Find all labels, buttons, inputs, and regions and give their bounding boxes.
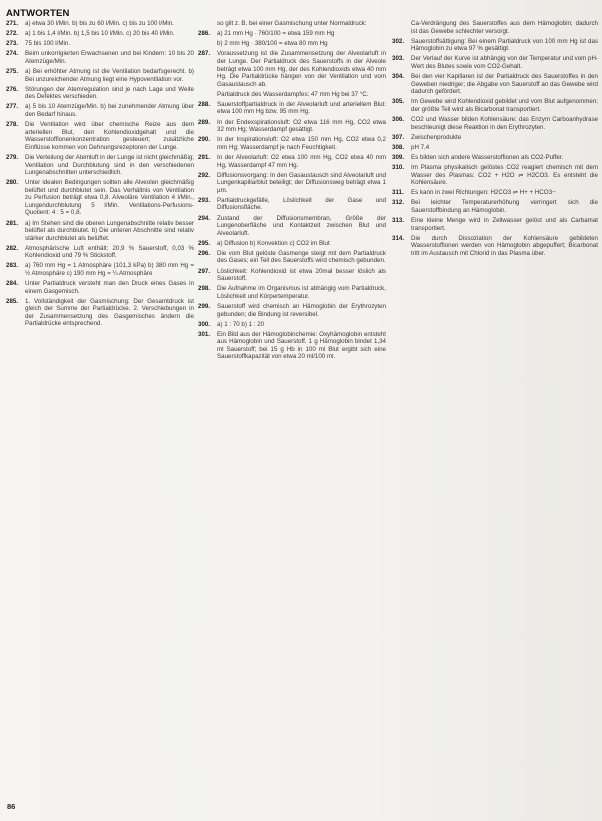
- answer-number: [198, 91, 217, 99]
- answer-text: Die durch Dissoziation der Kohlensäure gebildeten Wasserstoffionen werden von Hämoglobin abgepuffert; Bicarbonat tritt im Austausch mit Chlorid in das Plasma über.: [411, 234, 598, 257]
- answer-text: a) 21 mm Hg · 760/100 = etwa 159 mm Hg: [217, 30, 335, 38]
- answer-text: a) etwa 30 l/Min. b) bis zu 60 l/Min. c) bis zu 100 l/Min.: [25, 20, 174, 27]
- answer-entry: [198, 268, 386, 283]
- answer-text: Zustand der Diffusionsmembran, Größe der Lungenoberfläche und Kontaktzeit zwischen Blut und Alveolarluft.: [217, 214, 386, 237]
- answer-number: 282.: [6, 244, 19, 252]
- answer-text: Im Plasma physikalisch gelöstes CO2 reagiert chemisch mit dem Wasser des Plasmas: CO2 + H2O ⇌ H2CO3. Es entsteht die Kohlensäure.: [411, 164, 598, 187]
- answer-entry: [392, 98, 598, 113]
- answer-entry: [392, 38, 598, 53]
- text-column-2: [198, 20, 386, 364]
- answer-text: Die Verteilung der Atemluft in der Lunge ist nicht gleichmäßig; Ventilation und Durchblutung sind in den verschiedenen Lungenabschnitten unterschiedlich.: [25, 153, 194, 177]
- answer-number: 313.: [392, 217, 405, 225]
- answer-number: 278.: [6, 121, 19, 129]
- answer-number: [392, 20, 411, 35]
- text-column-3: [392, 20, 598, 260]
- answer-entry: [198, 119, 386, 134]
- answer-number: 286.: [198, 30, 211, 38]
- answer-number: [198, 40, 217, 48]
- answer-number: 276.: [6, 85, 19, 93]
- answer-text: a) Bei erhöhter Atmung ist die Ventilation bedarfsgerecht. b) Bei unzureichender Atmung liegt eine Hypoventilation vor.: [25, 68, 194, 83]
- answer-text: Der Verlauf der Kurve ist abhängig von der Temperatur und vom pH-Wert des Blutes sowie vom CO2-Gehalt.: [411, 55, 598, 70]
- answer-number: 275.: [6, 68, 19, 76]
- answer-number: 287.: [198, 50, 211, 58]
- answer-number: 305.: [392, 98, 405, 106]
- answer-text: Bei leichter Temperaturerhöhung verringert sich die Sauerstoffbindung an Hämoglobin.: [411, 199, 598, 215]
- answer-entry: [198, 215, 386, 238]
- answer-text: Es bilden sich andere Wasserstoffionen als CO2-Puffer.: [411, 153, 564, 161]
- answer-number: 288.: [198, 100, 211, 108]
- answer-number: [198, 20, 217, 28]
- answer-text: b) 2 mm Hg · 380/100 = etwa 80 mm Hg: [217, 40, 328, 48]
- answer-text: Unter Partialdruck versteht man den Druck eines Gases in einem Gasgemisch.: [25, 280, 194, 295]
- answer-text: a) 1 bis 1,4 l/Min. b) 1,5 bis 10 l/Min. c) 20 bis 40 l/Min.: [25, 30, 175, 38]
- answer-entry: [198, 154, 386, 169]
- answer-number: 308.: [392, 143, 405, 151]
- answer-number: 291.: [198, 153, 211, 161]
- answer-entry: [6, 30, 194, 38]
- answer-entry: [6, 68, 194, 83]
- answer-text: Sauerstoffpartialdruck in der Alveolarluft und arteriellem Blut: etwa 100 mm Hg bzw. 95 mm Hg.: [217, 100, 386, 116]
- answer-text: Löslichkeit: Kohlendioxid ist etwa 20mal besser löslich als Sauerstoff.: [217, 267, 386, 283]
- answer-number: 274.: [6, 50, 19, 58]
- answer-number: 296.: [198, 249, 211, 257]
- answer-entry: [198, 50, 386, 88]
- answer-entry: [392, 199, 598, 214]
- answer-text: Die Aufnahme im Organismus ist abhängig vom Partialdruck, Löslichkeit und Körpertemperatur.: [217, 285, 386, 300]
- answer-text: Eine kleine Menge wird in Zellwasser gelöst und als Carbamat transportiert.: [411, 217, 598, 232]
- answer-text: a) Im Stehen sind die oberen Lungenabschnitte relativ besser belüftet als durchblutet. b) Die unteren Abschnitte sind relativ stärker durchblutet als belüftet.: [25, 219, 194, 242]
- answer-entry: [392, 235, 598, 258]
- answer-number: 290.: [198, 136, 211, 144]
- answer-number: 293.: [198, 196, 211, 204]
- answer-text: 75 bis 100 l/Min.: [25, 40, 71, 48]
- answer-text: Unter idealen Bedingungen sollten alle Alveolen gleichmäßig belüftet und durchblutet sein. Das Verhältnis von Ventilation zu Perfusion beträgt etwa 0,8. Alveoläre Ventilation 4 l/Min., Lungendurchblutung 5 l/Min. Ventilations-Perfusions-Quotient: 4 : 5 = 0,8.: [25, 179, 194, 217]
- answer-number: 297.: [198, 267, 211, 275]
- answer-entry: [6, 121, 194, 151]
- answer-number: 298.: [198, 285, 211, 293]
- answer-entry: [6, 280, 194, 295]
- answer-number: 271.: [6, 20, 19, 27]
- answer-number: 294.: [198, 214, 211, 222]
- answer-text: In der Alveolarluft: O2 etwa 100 mm Hg, CO2 etwa 40 mm Hg, Wasserdampf 47 mm Hg.: [217, 153, 386, 169]
- answer-text: Diffusionsvorgang: In den Gasaustausch sind Alveolarluft und Lungenkapillarblut beteiligt; der Diffusionsweg beträgt etwa 1 µm.: [217, 171, 386, 194]
- answer-number: 277.: [6, 103, 19, 111]
- answer-entry: [392, 189, 598, 197]
- answer-number: 279.: [6, 153, 19, 161]
- answer-number: 299.: [198, 303, 211, 310]
- answer-text: In der Inspirationsluft: O2 etwa 150 mm Hg, CO2 etwa 0,2 mm Hg; Wasserdampf je nach Feuchtigkeit.: [217, 136, 386, 151]
- answer-entry: [198, 303, 386, 318]
- answer-entry: [6, 103, 194, 118]
- answer-entry: [392, 20, 598, 35]
- answer-number: 280.: [6, 179, 19, 187]
- answer-entry: [198, 20, 386, 28]
- answer-number: 306.: [392, 115, 405, 123]
- answer-text: Partialdruckgefälle, Löslichkeit der Gase und Diffusionsfläche.: [217, 196, 386, 212]
- answer-number: 272.: [6, 30, 19, 38]
- answer-entry: [198, 285, 386, 300]
- page-heading: ANTWORTEN: [6, 8, 70, 19]
- answer-entry: [392, 116, 598, 131]
- answer-text: Sauerstoff wird chemisch an Hämoglobin der Erythrozyten gebunden; die Bindung ist reversibel.: [217, 303, 386, 318]
- answer-entry: [198, 321, 386, 329]
- answer-entry: [198, 91, 386, 99]
- text-column-1: [6, 20, 194, 331]
- answer-entry: [6, 40, 194, 48]
- answer-entry: [6, 245, 194, 260]
- answer-text: Störungen der Atemregulation sind je nach Lage und Weite des Defektes verschieden.: [25, 85, 194, 101]
- answer-number: 289.: [198, 118, 211, 126]
- answer-number: 314.: [392, 234, 405, 242]
- answer-entry: [6, 262, 194, 277]
- answer-number: 311.: [392, 189, 404, 197]
- answer-number: 295.: [198, 239, 211, 247]
- answer-text: so gilt z. B. bei einer Gasmischung unter Normaldruck:: [217, 20, 367, 27]
- answer-text: Partialdruck des Wasserdampfes: 47 mm Hg bei 37 °C.: [217, 90, 369, 98]
- answer-text: a) 1 : 70 b) 1 : 20: [217, 320, 265, 328]
- answer-entry: [392, 164, 598, 187]
- answer-number: 304.: [392, 73, 405, 81]
- answer-text: a) 760 mm Hg = 1 Atmosphäre (101,3 kPa) b) 380 mm Hg = ½ Atmosphäre c) 190 mm Hg = ¼ Atmosphäre: [25, 262, 194, 277]
- answer-text: Zwischenprodukte: [411, 133, 462, 141]
- answer-text: Bei den vier Kapillaren ist der Partialdruck des Sauerstoffes in den Geweben niedriger; die Abgabe von Sauerstoff an das Gewebe wird dadurch gefördert.: [411, 73, 598, 96]
- page-number: 86: [7, 802, 16, 811]
- answer-text: Es kann in zwei Richtungen: H2CO3 ⇌ H+ + HCO3−: [411, 189, 556, 197]
- answer-entry: [198, 197, 386, 212]
- answer-entry: [392, 154, 598, 162]
- answer-entry: [198, 30, 386, 38]
- answer-text: CO2 und Wasser bilden Kohlensäure; das Enzym Carboanhydrase beschleunigt diese Reaktion in den Erythrozyten.: [411, 115, 598, 131]
- answer-number: 309.: [392, 153, 405, 161]
- answer-entry: [6, 86, 194, 101]
- answer-number: 307.: [392, 133, 405, 141]
- answer-text: Sauerstoffsättigung: Bei einem Partialdruck von 100 mm Hg ist das Hämoglobin zu etwa 97 % gesättigt.: [411, 37, 598, 53]
- answer-entry: [392, 134, 598, 142]
- answer-number: 303.: [392, 55, 405, 63]
- answer-entry: [198, 172, 386, 195]
- answer-number: 283.: [6, 262, 19, 270]
- answer-number: 310.: [392, 164, 405, 172]
- answer-number: 292.: [198, 171, 211, 179]
- answer-entry: [392, 144, 598, 152]
- answer-text: Beim unkorrigierten Erwachsenen und bei Kindern: 10 bis 20 Atemzüge/Min.: [25, 50, 194, 65]
- answer-number: 301.: [198, 330, 211, 338]
- answer-number: 273.: [6, 40, 19, 48]
- answer-text: a) 5 bis 10 Atemzüge/Min. b) bei zunehmender Atmung über den Bedarf hinaus.: [25, 103, 194, 119]
- answer-text: 1. Vollständigkeit der Gasmischung: Der Gesamtdruck ist gleich der Summe der Partialdrücke. 2. Verschiebungen in der Zusammensetzung des Gasgemisches ändern die Partialdrücke entsprechend.: [25, 297, 194, 328]
- answer-number: 284.: [6, 280, 19, 288]
- answer-entry: [198, 136, 386, 151]
- answer-text: Voraussetzung ist die Zusammensetzung der Alveolarluft in der Lunge. Der Partialdruck des Sauerstoffs in der Alveole beträgt etwa 100 mm Hg, der des Kohlendioxids etwa 40 mm Hg. Die Partialdrücke hängen von der Ventilation und vom Gasaustausch ab.: [217, 50, 386, 88]
- answer-entry: [392, 73, 598, 96]
- answer-text: Ca-Verdrängung des Sauerstoffes aus dem Hämoglobin; dadurch ist das Gewebe schlechter versorgt.: [411, 20, 598, 35]
- answer-number: 312.: [392, 199, 405, 207]
- answer-entry: [6, 20, 194, 28]
- answer-text: a) Diffusion b) Konvektion c) CO2 im Blut: [217, 239, 330, 247]
- answer-number: 285.: [6, 297, 19, 305]
- answer-text: pH 7,4: [411, 143, 430, 151]
- answer-text: Im Gewebe wird Kohlendioxid gebildet und vom Blut aufgenommen; der größte Teil wird als Bicarbonat transportiert.: [411, 98, 598, 113]
- answer-text: Die vom Blut gelöste Gasmenge steigt mit dem Partialdruck des Gases; ein Teil des Sauerstoffs wird chemisch gebunden.: [217, 249, 386, 265]
- answer-text: Atmosphärische Luft enthält: 20,9 % Sauerstoff, 0,03 % Kohlendioxid und 79 % Stickstoff.: [25, 244, 194, 260]
- answer-entry: [198, 101, 386, 116]
- answer-entry: [392, 217, 598, 232]
- answer-entry: [198, 331, 386, 361]
- answer-entry: [392, 55, 598, 70]
- answer-entry: [198, 40, 386, 48]
- answer-entry: [6, 220, 194, 243]
- answer-number: 281.: [6, 219, 19, 227]
- answer-entry: [6, 50, 194, 65]
- answer-entry: [198, 240, 386, 248]
- answer-entry: [6, 179, 194, 217]
- answer-entry: [198, 250, 386, 265]
- answer-text: In der Endexspirationsluft: O2 etwa 116 mm Hg, CO2 etwa 32 mm Hg; Wasserdampf gesättigt.: [217, 118, 386, 134]
- answer-entry: [6, 154, 194, 177]
- answer-text: Ein Bild aus der Hämoglobinchemie: Oxyhämoglobin entsteht aus Hämoglobin und Sauerstoff. 1 g Hämoglobin bindet 1,34 ml Sauerstoff; bei 15 g Hb in 100 ml Blut ergibt sich eine Sauerstoffkapazität von etwa 20 ml/100 ml.: [217, 330, 386, 361]
- answer-entry: [6, 298, 194, 328]
- answer-text: Die Ventilation wird über chemische Reize aus dem arteriellen Blut, den Kohlendioxidgehalt und die Wasserstoffionenkonzentration gesteuert; zusätzliche Einflüsse kommen von Dehnungsrezeptoren der Lunge.: [25, 121, 194, 151]
- answer-number: 302.: [392, 37, 405, 45]
- answer-number: 300.: [198, 320, 211, 328]
